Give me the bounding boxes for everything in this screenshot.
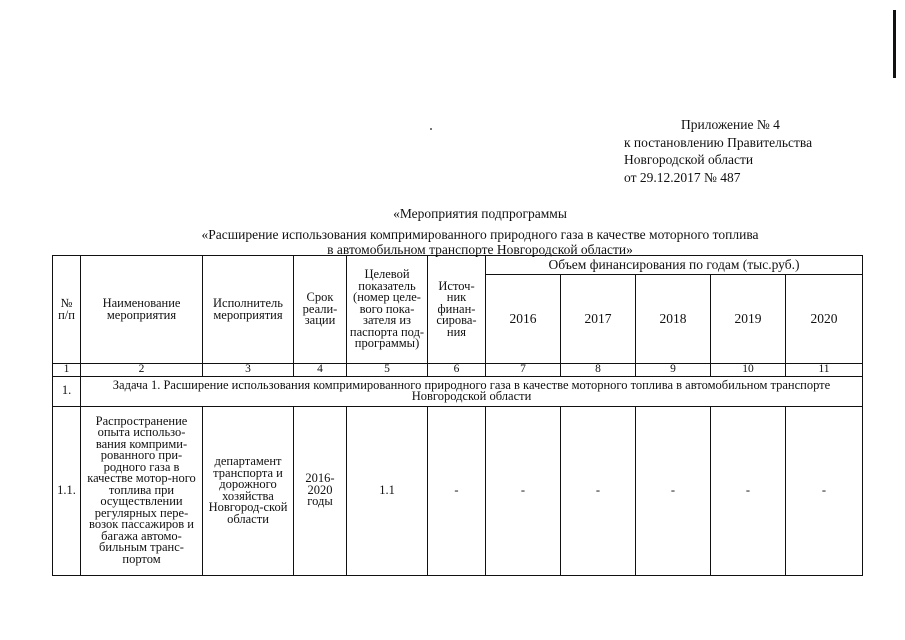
item-value-2020: -: [786, 406, 863, 575]
col-num-10: 10: [711, 364, 786, 377]
item-source: -: [428, 406, 486, 575]
col-num-3: 3: [203, 364, 294, 377]
header-no: № п/п: [53, 256, 81, 364]
item-name: Распространение опыта использо-вания комприми-рованного при-родного газа в качестве мотор-ного топлива при осуществлении регулярных пере-возок пассажиров и багажа автомо-бильным транс-портом: [81, 406, 203, 575]
title-line-3: в автомобильном транспорте Новгородской области»: [327, 242, 633, 257]
col-num-5: 5: [347, 364, 428, 377]
header-year-2016: 2016: [486, 275, 561, 364]
header-source: Источ-ник финан-сирова-ния: [428, 256, 486, 364]
column-number-row: [53, 364, 863, 377]
header-financing: Объем финансирования по годам (тыс.руб.): [486, 256, 863, 275]
col-num-2: 2: [81, 364, 203, 377]
item-value-2017: -: [561, 406, 636, 575]
item-no: 1.1.: [53, 406, 81, 575]
table-row: [53, 406, 863, 575]
header-year-2017: 2017: [561, 275, 636, 364]
appendix-block: [624, 116, 812, 186]
scan-dot: [430, 128, 432, 130]
appendix-number: Приложение № 4: [681, 117, 780, 132]
header-year-2020: 2020: [786, 275, 863, 364]
header-target: Целевой показатель (номер целе-вого пока-зателя из паспорта под-программы): [347, 256, 428, 364]
col-num-11: 11: [786, 364, 863, 377]
item-target: 1.1: [347, 406, 428, 575]
title-line-1: «Мероприятия подпрограммы: [393, 206, 567, 221]
document-title: [150, 206, 810, 257]
col-num-1: 1: [53, 364, 81, 377]
task-row: [53, 376, 863, 406]
appendix-decree: к постановлению Правительства: [624, 134, 813, 150]
item-value-2016: -: [486, 406, 561, 575]
header-year-2018: 2018: [636, 275, 711, 364]
title-line-2: «Расширение использования компримированного природного газа в качестве моторного топлива: [201, 227, 759, 242]
header-year-2019: 2019: [711, 275, 786, 364]
appendix-region: Новгородской области: [624, 152, 754, 167]
col-num-6: 6: [428, 364, 486, 377]
page-edge-mark: [893, 10, 896, 78]
col-num-4: 4: [294, 364, 347, 377]
item-term: 2016-2020 годы: [294, 406, 347, 575]
task-no: 1.: [53, 376, 81, 406]
col-num-8: 8: [561, 364, 636, 377]
header-row-top: [53, 256, 863, 275]
measures-table: [52, 255, 863, 576]
item-value-2018: -: [636, 406, 711, 575]
item-executor: департамент транспорта и дорожного хозяйства Новгород-ской области: [203, 406, 294, 575]
header-executor: Исполнитель мероприятия: [203, 256, 294, 364]
col-num-9: 9: [636, 364, 711, 377]
appendix-date: от 29.12.2017 № 487: [624, 169, 741, 185]
col-num-7: 7: [486, 364, 561, 377]
header-name: Наименование мероприятия: [81, 256, 203, 364]
task-text: Задача 1. Расширение использования компримированного природного газа в качестве моторного топлива в автомобильном транспорте Новгородской области: [81, 376, 863, 406]
item-value-2019: -: [711, 406, 786, 575]
header-term: Срок реали-зации: [294, 256, 347, 364]
